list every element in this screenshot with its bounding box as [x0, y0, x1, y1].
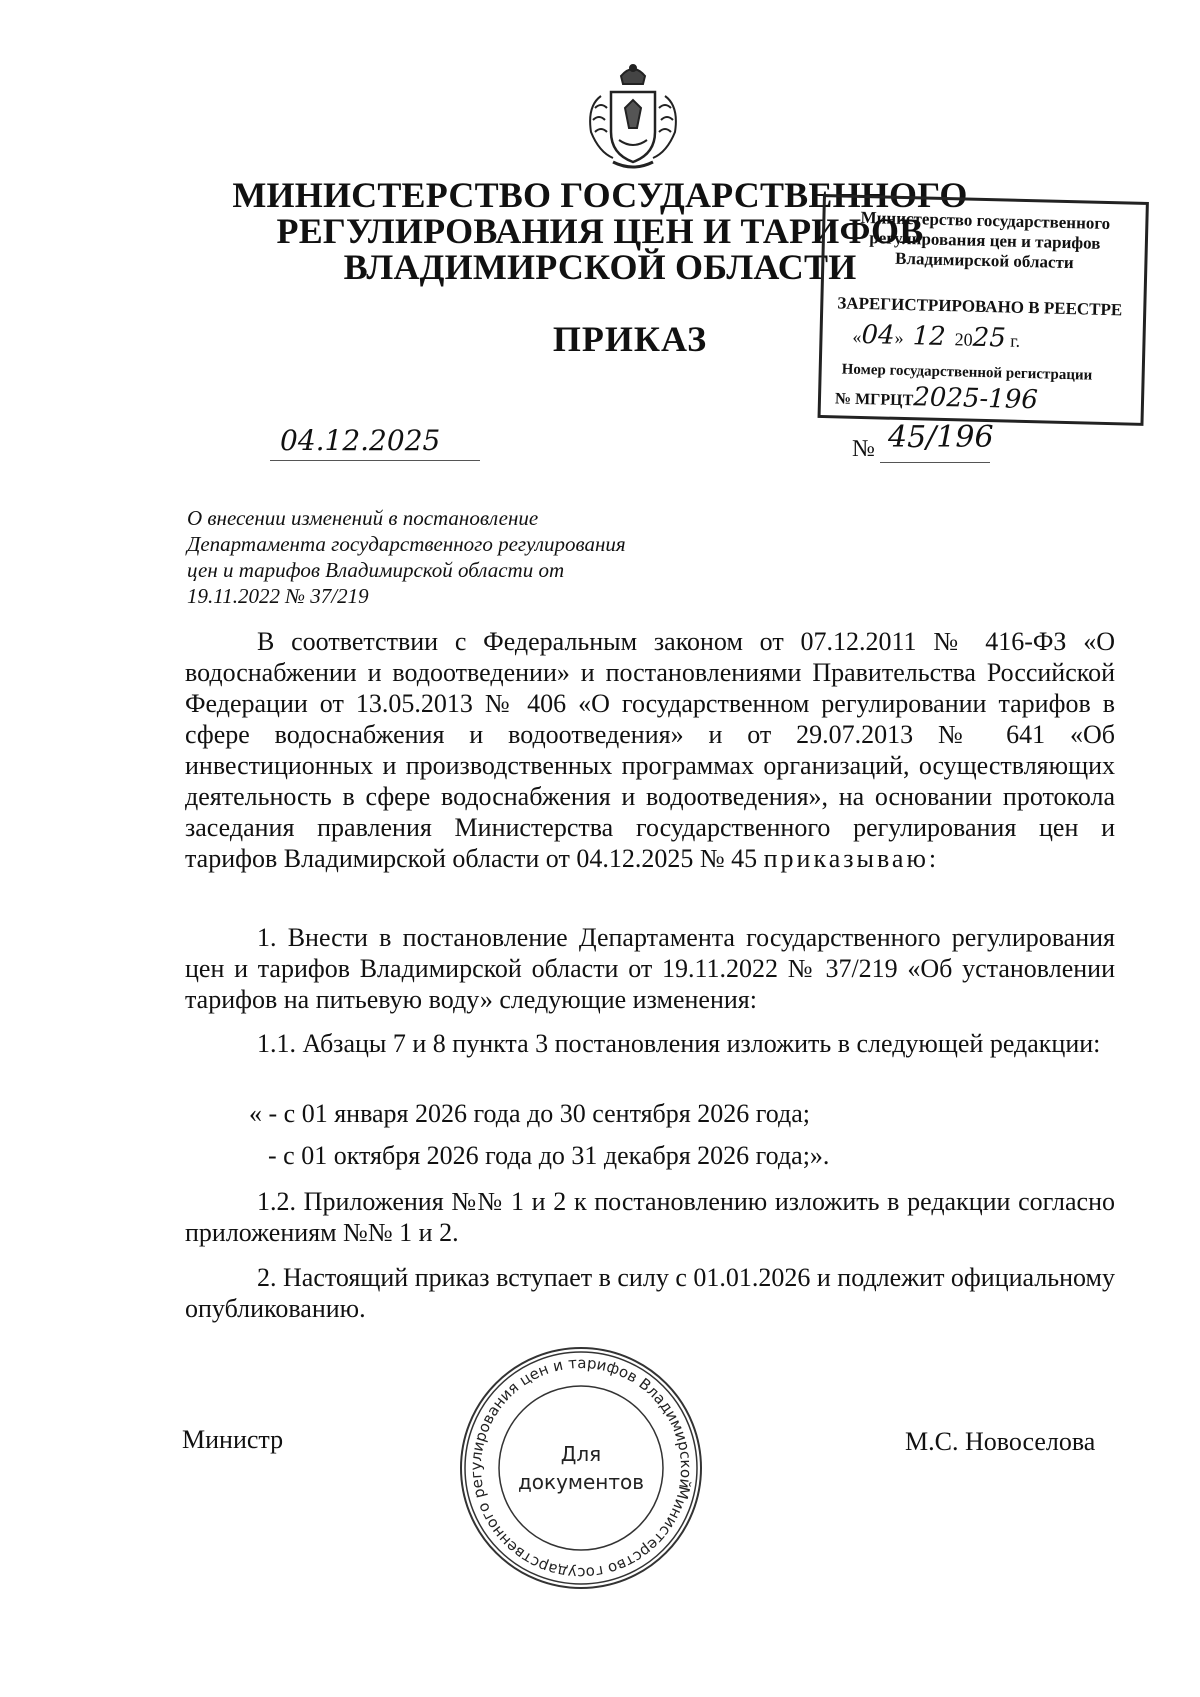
seal-ring-text: Министерство государственного регулирования цен и тарифов Владимирской [466, 1353, 696, 1583]
registration-stamp [818, 194, 1149, 426]
ministry-name-line1: МИНИСТЕРСТВО ГОСУДАРСТВЕННОГО [232, 175, 968, 215]
quote-line-1: « - с 01 января 2026 года до 30 сентября 2026 года; [249, 1099, 811, 1128]
paragraph-1: 1. Внести в постановление Департамента государственного регулирования цен и тарифов Владимирской области от 19.11.2022 № 37/219 «Об установлении тарифов на питьевую воду» следующие изменения: [185, 923, 1115, 1014]
order-number: 45/196 [888, 420, 994, 455]
preamble-action: приказываю: [763, 844, 940, 873]
stamp-registered-label: ЗАРЕГИСТРИРОВАНО В РЕЕСТРЕ [837, 293, 1123, 320]
number-underline [880, 462, 990, 463]
svg-text:Министерство государственного [456, 1343, 706, 1593]
order-date: 04.12.2025 [280, 424, 441, 457]
document-type-title: ПРИКАЗ [552, 319, 708, 359]
stamp-month: 12 [912, 321, 947, 353]
order-subject: О внесении изменений в постановление Департамента государственного регулирования цен и тарифов Владимирской области от 19.11.2022 № 37/219 [187, 506, 626, 608]
stamp-year-prefix: 20 [954, 329, 973, 350]
signatory-position: Министр [182, 1425, 284, 1454]
paragraph-1-2: 1.2. Приложения №№ 1 и 2 к постановлению изложить в редакции согласно приложениям №№ 1 и 2. [185, 1187, 1115, 1247]
seal-center-line1: Для [560, 1442, 602, 1466]
stamp-year-unit: г. [1010, 330, 1021, 351]
body-preamble [185, 626, 1115, 874]
ministry-name-line3: ВЛАДИМИРСКОЙ ОБЛАСТИ [343, 247, 857, 287]
paragraph-2: 2. Настоящий приказ вступает в силу с 01.01.2026 и подлежит официальному опубликованию. [185, 1263, 1115, 1323]
stamp-number-prefix: № МГРЦТ [834, 390, 914, 410]
coat-of-arms-icon [583, 62, 683, 174]
stamp-day: 04 [861, 319, 896, 351]
stamp-org-line3: Владимирской области [894, 248, 1074, 273]
stamp-year-suffix: 25 [972, 322, 1007, 354]
order-number-label: № [852, 436, 875, 462]
signatory-name: М.С. Новоселова [905, 1427, 1096, 1456]
stamp-number-value: 2025-196 [912, 382, 1039, 416]
paragraph-1-1: 1.1. Абзацы 7 и 8 пункта 3 постановления изложить в следующей редакции: [257, 1029, 1101, 1058]
quote-line-2: - с 01 октября 2026 года до 31 декабря 2026 года;». [268, 1141, 830, 1170]
stamp-org-line2: регулирования цен и тарифов [869, 228, 1101, 253]
stamp-org-line1: Министерство государственного [860, 207, 1111, 234]
round-seal-stamp [456, 1343, 706, 1593]
date-underline [270, 460, 480, 461]
stamp-date-line: «04» 12 2025 г. [852, 319, 1021, 354]
stamp-number-line [835, 380, 1142, 417]
stamp-number-label: Номер государственной регистрации [841, 361, 1093, 384]
ministry-name-line2: РЕГУЛИРОВАНИЯ ЦЕН И ТАРИФОВ [276, 211, 924, 251]
seal-center-line2: документов [517, 1470, 645, 1494]
preamble-text: В соответствии с Федеральным законом от 07.12.2011 № 416-ФЗ «О водоснабжении и водоотведении» и постановлениями Правительства Российской Федерации от 13.05.2013 № 406 «О государственном регулировании тарифов в сфере водоснабжения и водоотведения» и от 29.07.2013 № 641 «Об инвестиционных и производственных программах организаций, осуществляющих деятельность в сфере водоснабжения и водоотведения», на основании протокола заседания правления Министерства государственного регулирования цен и тарифов Владимирской области от 04.12.2025 № 45 [185, 627, 1115, 873]
